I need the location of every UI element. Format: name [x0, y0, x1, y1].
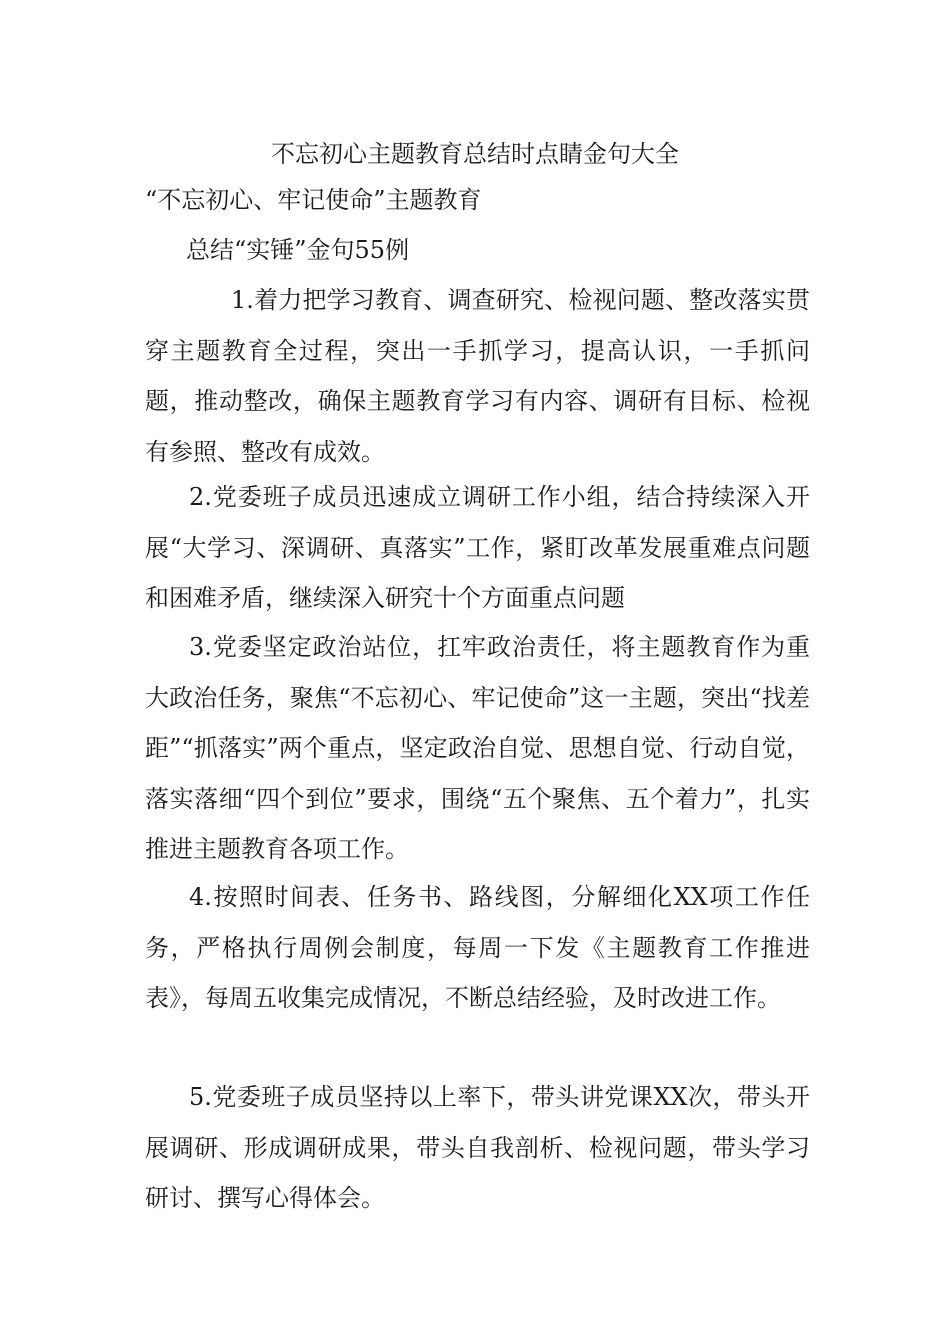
- paragraph-4: 4.按照时间表、任务书、路线图，分解细化XX项工作任务，严格执行周例会制度，每周一下发《主题教育工作推进表》，每周五收集完成情况，不断总结经验，及时改进工作。: [145, 883, 810, 1012]
- document-subtitle-secondary: 总结“实锤”金句55例: [186, 236, 410, 264]
- paragraph-5: 5.党委班子成员坚持以上率下，带头讲党课XX次，带头开展调研、形成调研成果，带头自我剖析、检视问题，带头学习研讨、撰写心得体会。: [145, 1083, 810, 1212]
- document-title: 不忘初心主题教育总结时点睛金句大全: [271, 140, 679, 168]
- paragraph-3: 3.党委坚定政治站位，扛牢政治责任，将主题教育作为重大政治任务，聚焦“不忘初心、牢记使命”这一主题，突出“找差距”“抓落实”两个重点，坚定政治自觉、思想自觉、行动自觉，落实落细“四个到位”要求，围绕“五个聚焦、五个着力”，扎实推进主题教育各项工作。: [145, 633, 810, 863]
- document-subtitle: “不忘初心、牢记使命”主题教育: [145, 186, 482, 214]
- paragraph-1: 1.着力把学习教育、调查研究、检视问题、整改落实贯穿主题教育全过程，突出一手抓学习，提高认识，一手抓问题，推动整改，确保主题教育学习有内容、调研有目标、检视有参照、整改有成效。: [145, 286, 810, 466]
- paragraph-2: 2.党委班子成员迅速成立调研工作小组，结合持续深入开展“大学习、深调研、真落实”工作，紧盯改革发展重难点问题和困难矛盾，继续深入研究十个方面重点问题: [145, 483, 810, 612]
